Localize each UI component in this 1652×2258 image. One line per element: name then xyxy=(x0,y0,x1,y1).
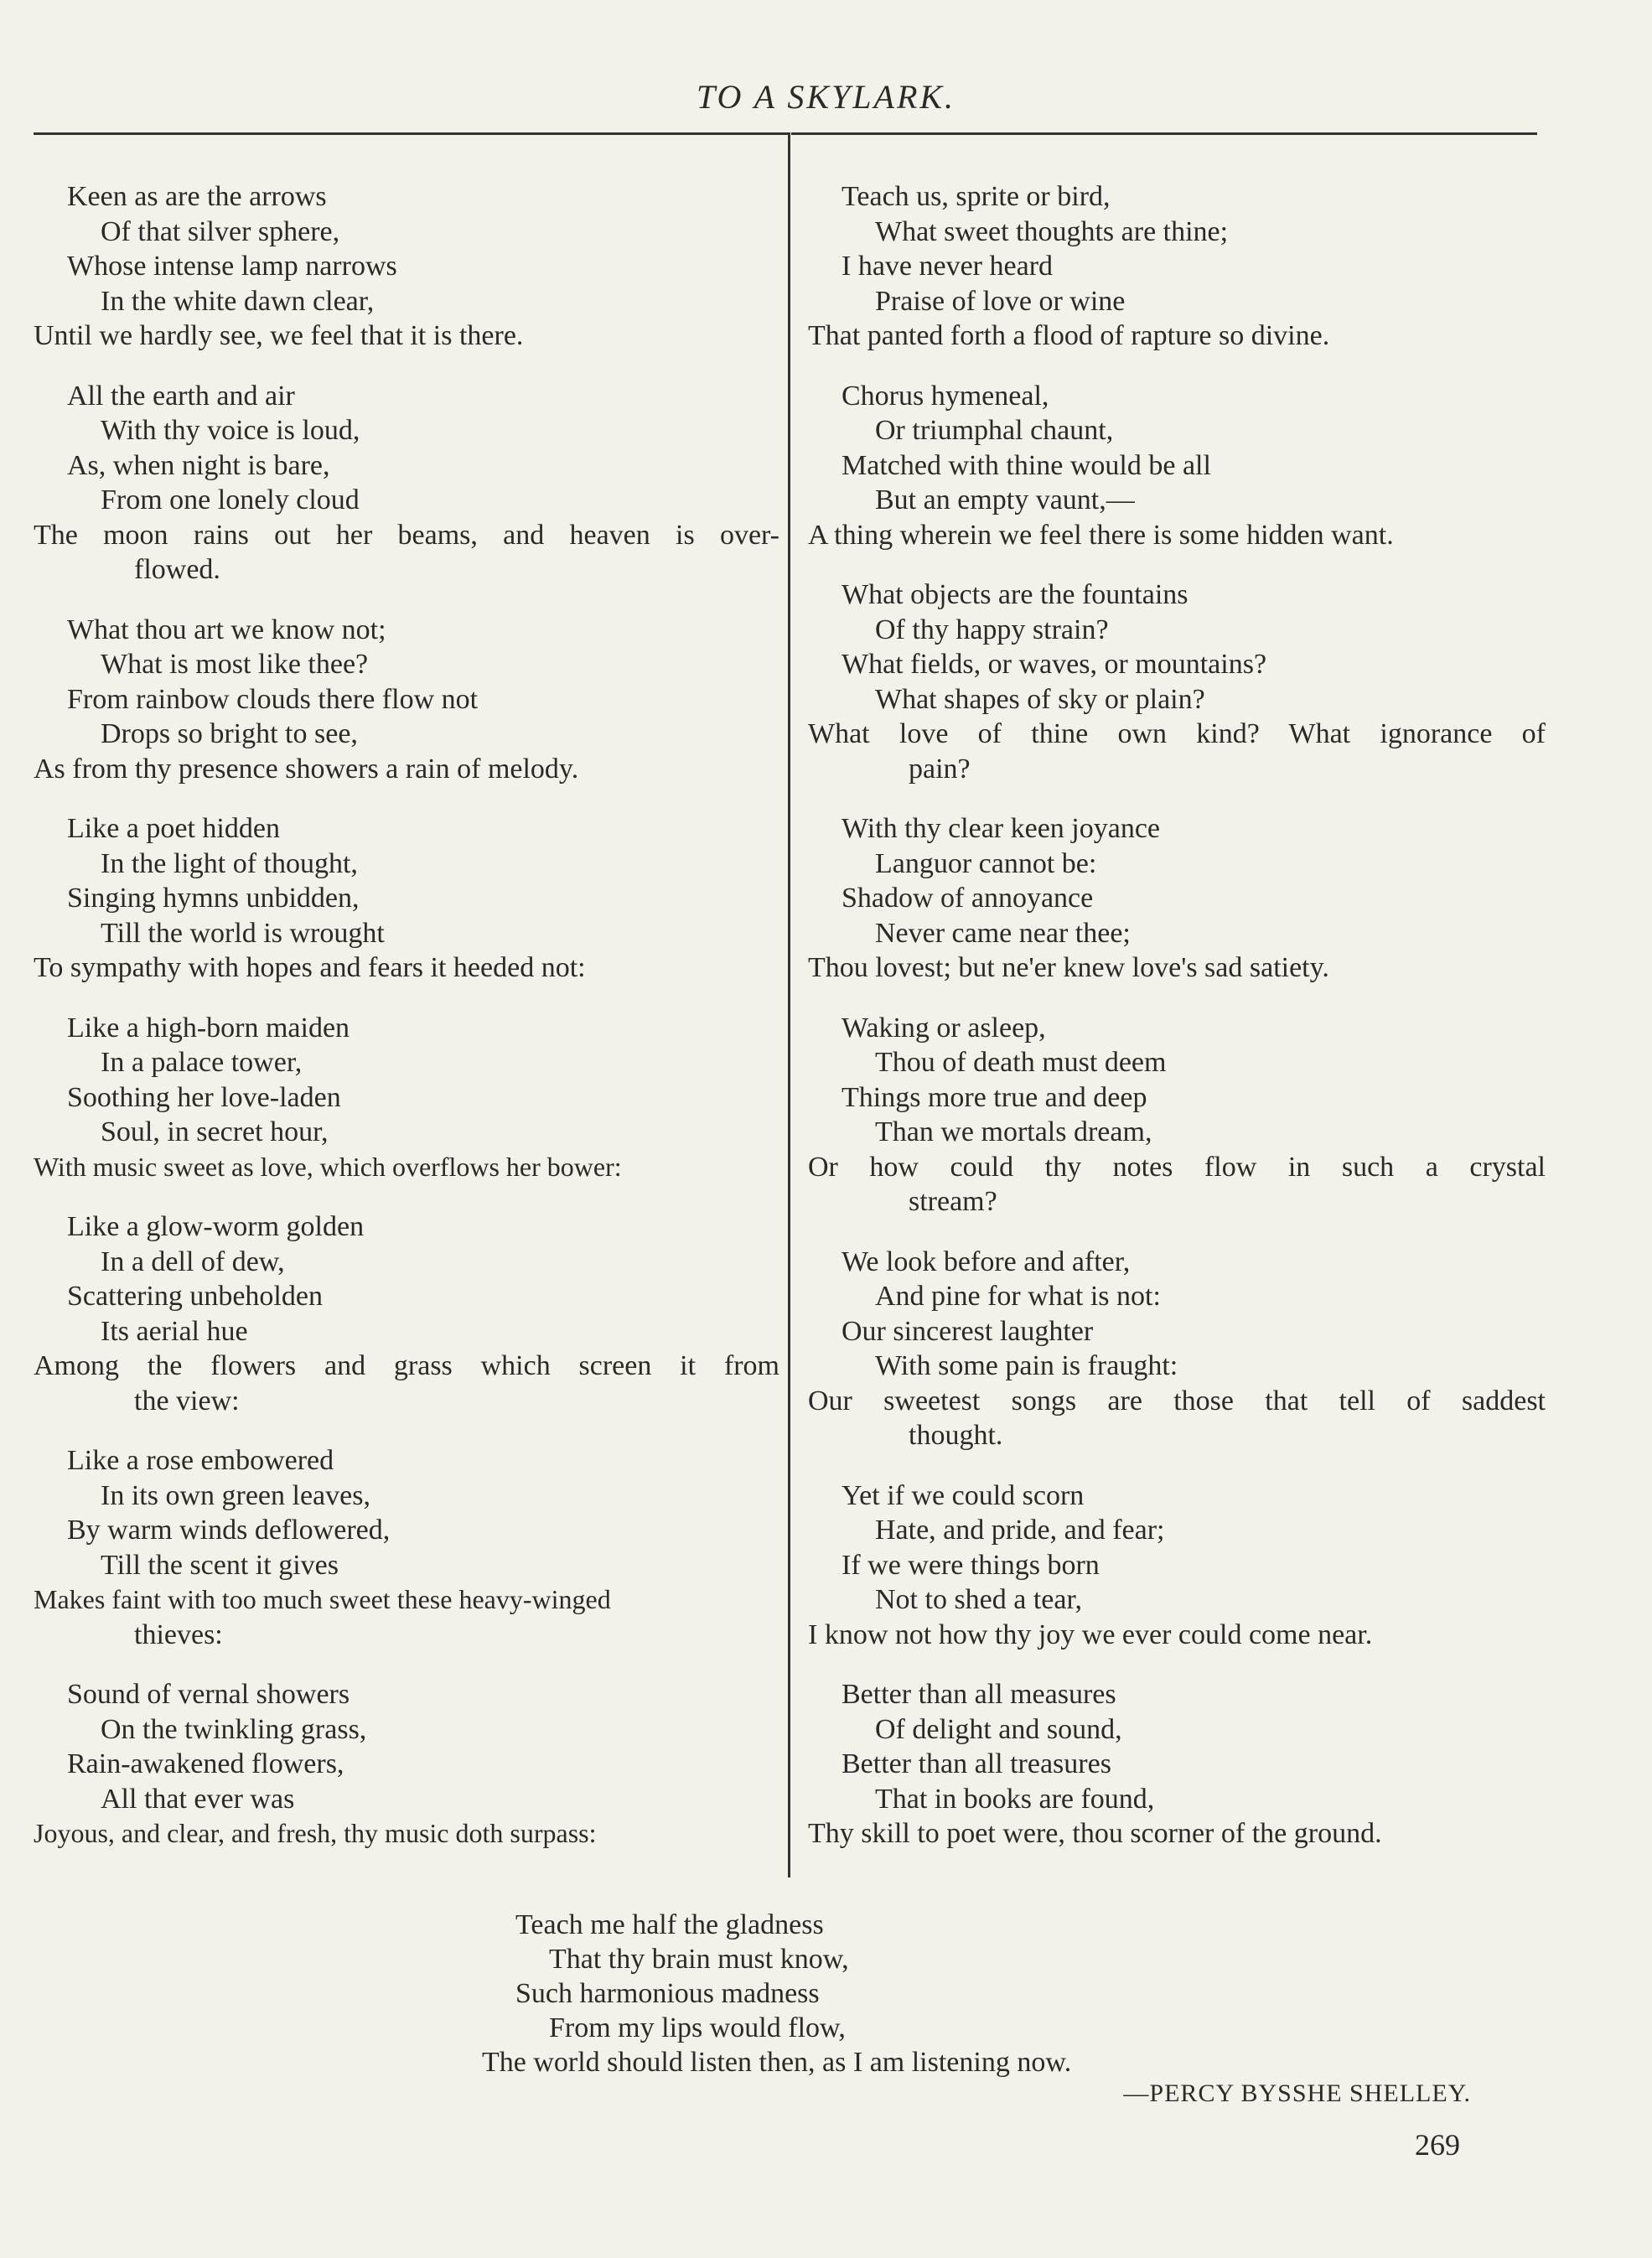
poem-line: Praise of love or wine xyxy=(875,285,1126,317)
right-column xyxy=(808,179,1546,1877)
poem-line: What objects are the fountains xyxy=(842,579,1189,610)
poem-line: Till the world is wrought xyxy=(101,917,385,949)
poem-line: That in books are found, xyxy=(875,1783,1155,1815)
poem-line: Joyous, and clear, and fresh, thy music doth surpass: xyxy=(34,1818,597,1848)
poem-line: Its aerial hue xyxy=(101,1315,248,1347)
poem-line: Soul, in secret hour, xyxy=(101,1116,329,1147)
poem-line: From one lonely cloud xyxy=(101,484,360,515)
poem-line: In the white dawn clear, xyxy=(101,285,375,317)
poem-line: With some pain is fraught: xyxy=(875,1350,1178,1381)
poem-line: Than we mortals dream, xyxy=(875,1116,1152,1147)
poem-line: What sweet thoughts are thine; xyxy=(875,215,1229,247)
poem-line: As from thy presence showers a rain of melody. xyxy=(34,753,579,785)
poem-line: I have never heard xyxy=(842,251,1054,282)
poem-line: Yet if we could scorn xyxy=(842,1479,1085,1511)
poem-line: Like a rose embowered xyxy=(67,1445,334,1476)
stanza xyxy=(34,1011,779,1185)
stanza xyxy=(808,1677,1546,1851)
poem-line: Languor cannot be: xyxy=(875,847,1097,879)
stanza xyxy=(808,577,1546,786)
poem-line: By warm winds deflowered, xyxy=(67,1515,391,1546)
header-rule-left xyxy=(34,132,788,135)
poem-line: Things more true and deep xyxy=(842,1081,1147,1113)
poem-line: I know not how thy joy we ever could come near. xyxy=(808,1618,1373,1650)
poem-line: To sympathy with hopes and fears it heeded not: xyxy=(34,952,586,983)
poem-line: The world should listen then, as I am listening now. xyxy=(482,2047,1072,2078)
poem-line: What thou art we know not; xyxy=(67,614,386,645)
poem-line: Shadow of annoyance xyxy=(842,883,1094,914)
poem-line: Our sweetest songs are those that tell of saddest xyxy=(808,1385,1546,1416)
poem-line: Hate, and pride, and fear; xyxy=(875,1515,1165,1546)
poem-line: Waking or asleep, xyxy=(842,1012,1046,1044)
poem-line: Rain-awakened flowers, xyxy=(67,1748,344,1779)
poem-line: Of delight and sound, xyxy=(875,1713,1122,1745)
poem-line: But an empty vaunt,— xyxy=(875,484,1135,515)
stanza xyxy=(34,811,779,986)
poem-line: Chorus hymeneal, xyxy=(842,380,1049,412)
poem-line: The moon rains out her beams, and heaven is over- xyxy=(34,519,779,551)
poem-line: Of thy happy strain? xyxy=(875,614,1109,645)
poem-line: Teach us, sprite or bird, xyxy=(842,181,1111,212)
poem-line: In a palace tower, xyxy=(101,1047,303,1078)
poem-line: That thy brain must know, xyxy=(549,1944,849,1975)
poem-line: flowed. xyxy=(134,554,220,585)
stanza xyxy=(34,1209,779,1418)
poem-line: Of that silver sphere, xyxy=(101,215,340,247)
poem-line: Such harmonious madness xyxy=(515,1978,820,2009)
column-divider xyxy=(788,132,790,1877)
stanza xyxy=(808,379,1546,553)
poem-line: Like a glow-worm golden xyxy=(67,1211,365,1242)
poem-line: Better than all measures xyxy=(842,1679,1116,1710)
poem-line: In the light of thought, xyxy=(101,847,358,879)
stanza xyxy=(34,179,779,354)
stanza xyxy=(34,379,779,588)
poem-line: Thou of death must deem xyxy=(875,1047,1167,1078)
poem-line: On the twinkling grass, xyxy=(101,1713,367,1745)
poem-line: Matched with thine would be all xyxy=(842,449,1211,481)
poem-line: Thou lovest; but ne'er knew love's sad satiety. xyxy=(808,952,1329,983)
stanza xyxy=(808,1245,1546,1453)
stanza xyxy=(34,1443,779,1652)
poem-line: Until we hardly see, we feel that it is there. xyxy=(34,320,524,351)
poem-line: Better than all treasures xyxy=(842,1748,1111,1779)
poem-line: the view: xyxy=(134,1385,240,1416)
stanza xyxy=(808,1479,1546,1653)
poem-line: As, when night is bare, xyxy=(67,449,330,481)
poem-line: Never came near thee; xyxy=(875,917,1131,949)
poem-line: That panted forth a flood of rapture so divine. xyxy=(808,320,1330,351)
poem-line: Drops so bright to see, xyxy=(101,718,358,749)
left-column xyxy=(34,179,779,1877)
poem-line: Keen as are the arrows xyxy=(67,181,327,212)
poem-line: Our sincerest laughter xyxy=(842,1315,1094,1347)
poem-line: With thy voice is loud, xyxy=(101,415,360,446)
poem-line: Or how could thy notes flow in such a crystal xyxy=(808,1151,1546,1183)
poem-line: Like a high-born maiden xyxy=(67,1012,350,1044)
page-number: 269 xyxy=(1415,2128,1460,2162)
poem-line: pain? xyxy=(909,753,971,785)
poem-line: A thing wherein we feel there is some hidden want. xyxy=(808,519,1394,551)
stanza xyxy=(808,811,1546,986)
poem-line: In its own green leaves, xyxy=(101,1479,370,1511)
poem-line: If we were things born xyxy=(842,1549,1100,1581)
poem-line: Thy skill to poet were, thou scorner of the ground. xyxy=(808,1818,1382,1849)
poem-line: Makes faint with too much sweet these heavy-winged xyxy=(34,1584,611,1614)
poem-line: Teach me half the gladness xyxy=(515,1909,824,1940)
poem-line: What is most like thee? xyxy=(101,649,369,680)
poem-line: Sound of vernal showers xyxy=(67,1679,350,1710)
stanza xyxy=(34,1677,779,1851)
poem-line: Not to shed a tear, xyxy=(875,1584,1082,1615)
poem-line: Or triumphal chaunt, xyxy=(875,415,1114,446)
poem-line: What love of thine own kind? What ignorance of xyxy=(808,718,1546,749)
stanza xyxy=(808,1011,1546,1220)
poem-line: And pine for what is not: xyxy=(875,1281,1161,1312)
final-stanza xyxy=(482,1908,1471,2108)
poem-line: All that ever was xyxy=(101,1783,295,1815)
poem-line: With music sweet as love, which overflows her bower: xyxy=(34,1151,622,1182)
poem-line: thought. xyxy=(909,1420,1003,1451)
poem-line: From my lips would flow, xyxy=(549,2012,846,2043)
poem-line: Soothing her love-laden xyxy=(67,1081,341,1113)
poem-line: Scattering unbeholden xyxy=(67,1281,323,1312)
poem-line: Till the scent it gives xyxy=(101,1549,339,1581)
poem-line: Whose intense lamp narrows xyxy=(67,251,397,282)
poem-line: Among the flowers and grass which screen it from xyxy=(34,1350,779,1381)
poem-line: In a dell of dew, xyxy=(101,1246,285,1277)
poem-line: Like a poet hidden xyxy=(67,813,280,844)
poem-line: All the earth and air xyxy=(67,380,295,412)
poem-line: With thy clear keen joyance xyxy=(842,813,1161,844)
poem-line: From rainbow clouds there flow not xyxy=(67,683,479,715)
poem-line: stream? xyxy=(909,1186,997,1217)
poem-line: thieves: xyxy=(134,1618,223,1650)
poem-line: What shapes of sky or plain? xyxy=(875,683,1205,715)
stanza xyxy=(808,179,1546,354)
running-title: TO A SKYLARK. xyxy=(696,78,956,116)
header-rule-right xyxy=(791,132,1537,135)
author-signature: —PERCY BYSSHE SHELLEY. xyxy=(1123,2079,1471,2107)
poem-line: Singing hymns unbidden, xyxy=(67,883,360,914)
poem-line: What fields, or waves, or mountains? xyxy=(842,649,1267,680)
stanza xyxy=(34,613,779,787)
poem-line: We look before and after, xyxy=(842,1246,1131,1277)
